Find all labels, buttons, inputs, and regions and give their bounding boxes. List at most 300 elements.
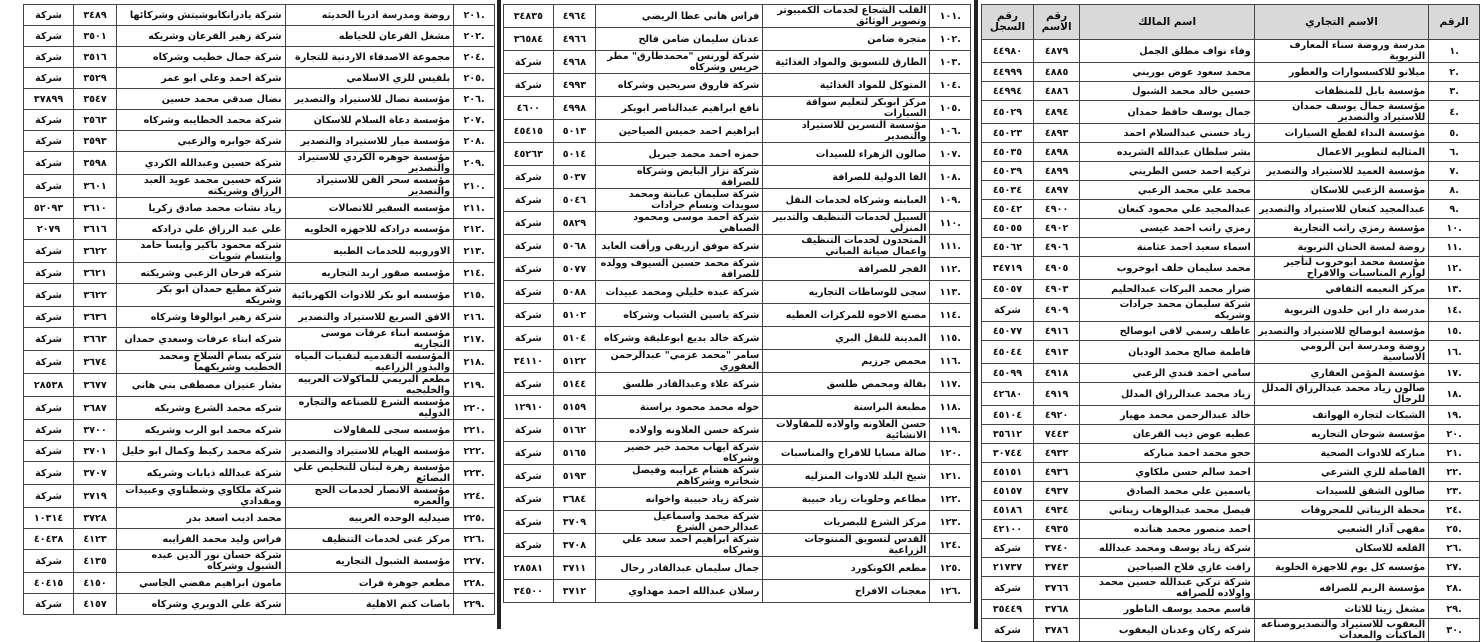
row-number: .٢٠ (1429, 425, 1480, 444)
owner-name: نافع ابراهيم عبدالناصر ابوبكر (596, 97, 763, 120)
name-number: ٣٧١٢ (553, 580, 596, 603)
trade-name: القدس لتسويق المنتوجات الزراعية (763, 534, 930, 557)
name-number: ٥٠١٤ (553, 143, 596, 166)
row-number: .٢٢٠ (454, 397, 495, 420)
row-number: .١٧ (1429, 364, 1480, 383)
registry-number: شركة (24, 441, 74, 462)
name-number: ٥٠٧٧ (553, 258, 596, 281)
trade-name: مؤسسه الهيام للاستيراد والتصدير (285, 441, 454, 462)
registry-number: شركة (24, 420, 74, 441)
row-number: .١١٥ (930, 327, 971, 350)
row-number: .٢٧ (1429, 558, 1480, 577)
owner-name: شركة عبدالله ذيابات وشريكه (116, 462, 285, 485)
table-row (982, 40, 1480, 63)
name-number: ٥٨٢٩ (553, 212, 596, 235)
registry-number: ٤٠٤٣٨ (24, 529, 74, 550)
row-number: .١ (1429, 40, 1480, 63)
table-row (982, 162, 1480, 181)
name-number: ٣٤٨٩ (74, 5, 117, 26)
trade-name: مؤسسة الزعبي للاسكان (1254, 181, 1428, 200)
owner-name: فراس هاني عطا الريضي (596, 5, 763, 28)
trade-name: مؤسسه سجى للمقاولات (285, 420, 454, 441)
registry-number: ٣٤٨٣٥ (504, 5, 554, 28)
row-number: .٣ (1429, 82, 1480, 101)
registry-number: ٢٠٧٩ (24, 219, 74, 240)
row-number: .٣٠ (1429, 619, 1480, 642)
trade-name: مؤسسة رمزي راتب التجارية (1254, 219, 1428, 238)
table-row (504, 281, 971, 304)
table-row (982, 322, 1480, 341)
row-number: .٢٢٦ (454, 529, 495, 550)
header-name-number: رقم الاسم (1033, 5, 1079, 40)
left-panel (23, 4, 495, 629)
owner-name: شركه محمد الشرع وشريكه (116, 397, 285, 420)
registry-number: شركة (504, 442, 554, 465)
registry-number: ٤٥٠٤٤ (982, 341, 1034, 364)
owner-name: شركة زهير ابوالوفا وشركاه (116, 307, 285, 328)
trade-name: مركز ابوبكر لتعليم سواقة السيارات (763, 97, 930, 120)
trade-name: مؤسسة النداء لقطع السيارات (1254, 124, 1428, 143)
owner-name: شركة احمد وعلي ابو عمر (116, 68, 285, 89)
table-row (982, 520, 1480, 539)
registry-number: ٣٥٤٤٩ (982, 600, 1034, 619)
owner-name: شركه ابناء عرفات وسعدي حمدان (116, 328, 285, 351)
owner-name: فراس وليد محمد الفرايبه (116, 529, 285, 550)
table-row (24, 240, 495, 263)
registry-number: ٤٥٠٧٧ (982, 322, 1034, 341)
row-number: .١١٦ (930, 350, 971, 373)
row-number: .٥ (1429, 124, 1480, 143)
row-number: .١٨ (1429, 383, 1480, 406)
registry-number: شركة (24, 5, 74, 26)
name-number: ٣٧٨٦ (1033, 619, 1079, 642)
table-row (24, 441, 495, 462)
row-number: .١٣ (1429, 280, 1480, 299)
row-number: .٢١٨ (454, 351, 495, 374)
table-row (504, 258, 971, 281)
trade-name: مؤسسة شوحان التجاريه (1254, 425, 1428, 444)
registry-number: شركة (504, 511, 554, 534)
row-number: .١٢٦ (930, 580, 971, 603)
owner-name: سامي احمد فندي الزعبي (1080, 364, 1254, 383)
trade-name: مؤسسة دعاة السلام للاسكان (285, 110, 454, 131)
owner-name: شركه فرحان الزعبي وشريكته (116, 263, 285, 284)
name-number: ٥١٠٢ (553, 304, 596, 327)
trade-name: الفجر للصرافة (763, 258, 930, 281)
trade-name: المتوكل للمواد الغذائية (763, 74, 930, 97)
owner-name: بشر سلطان عبدالله الشريده (1080, 143, 1254, 162)
row-number: .٢٠٦ (454, 89, 495, 110)
name-number: ٣٥٤٧ (74, 89, 117, 110)
trade-name: مؤسسه ابو بكر للادوات الكهربائية (285, 284, 454, 307)
owner-name: شركة محمد واسماعيل عبدالرحمن الشرع (596, 511, 763, 534)
owner-name: رافت غازي فلاح الصياحين (1080, 558, 1254, 577)
table-row (982, 219, 1480, 238)
trade-name: الطارق للتسويق والمواد الغذائية (763, 51, 930, 74)
row-number: .٢١٤ (454, 263, 495, 284)
table-row (982, 124, 1480, 143)
trade-name: مؤسسه سحر الفن للاستيراد والتصدير (285, 175, 454, 198)
trade-name: القلب الشجاع لخدمات الكمبيوتر وتصوير الوثائق (763, 5, 930, 28)
registry-number: ٤٤٩٩٩ (982, 63, 1034, 82)
name-number: ٤٩١٣ (1033, 341, 1079, 364)
table-row (982, 299, 1480, 322)
header-trade-name: الاسم التجاري (1254, 5, 1428, 40)
owner-name: وفاء نواف مطلق الجمل (1080, 40, 1254, 63)
owner-name: شركة احمد موسى ومحمود الصباهي (596, 212, 763, 235)
owner-name: اسماء سعيد احمد عثامنة (1080, 238, 1254, 257)
name-number: ٣٥٩٣ (74, 131, 117, 152)
registry-number: شركة (24, 26, 74, 47)
name-number: ٤٩٦٦ (553, 28, 596, 51)
row-number: .٢١١ (454, 198, 495, 219)
trade-name: عبدالمجيد كنعان للاستيراد والتصدير (1254, 200, 1428, 219)
name-number: ٣٥٢٩ (74, 68, 117, 89)
trade-name: مجموعة الاصدقاء الاردنية للتجارة (285, 47, 454, 68)
name-number: ٣٦٦٣ (74, 328, 117, 351)
owner-name: تركيه احمد حسن الطريني (1080, 162, 1254, 181)
row-number: .١١٤ (930, 304, 971, 327)
row-number: .٧ (1429, 162, 1480, 181)
owner-name: مامون ابراهيم مفضي الجاسي (116, 573, 285, 594)
name-number: ٤٨٨٦ (1033, 82, 1079, 101)
registry-number: ٤٠٤١٥ (24, 573, 74, 594)
table-row (982, 501, 1480, 520)
trade-name: صالون الشقق للسيدات (1254, 482, 1428, 501)
owner-name: شركة حسين وعبدالله الكردي (116, 152, 285, 175)
registry-number: شركة (504, 281, 554, 304)
trade-name: مؤسسة الانصار لخدمات الحج والعمره (285, 485, 454, 508)
trade-name: مشغل زيتا للاثاث (1254, 600, 1428, 619)
header-row (982, 5, 1480, 40)
trade-name: مؤسسة بابل للمنظفات (1254, 82, 1428, 101)
trade-name: صالون الزهراء للسيدات (763, 143, 930, 166)
owner-name: عطيه عوض ذيب القرعان (1080, 425, 1254, 444)
table-row (982, 143, 1480, 162)
registry-number: شركة (24, 68, 74, 89)
trade-name: مطعم جوهرة فرات (285, 573, 454, 594)
trade-name: مؤسسه الشرع للصناعه والتجاره الدوليه (285, 397, 454, 420)
column-divider (974, 0, 978, 629)
name-number: ٤٩٦٤ (553, 5, 596, 28)
table-row (504, 212, 971, 235)
registry-number: ٤٥٠٩٩ (982, 364, 1034, 383)
name-number: ٤٨٩٤ (1033, 101, 1079, 124)
table-row (982, 82, 1480, 101)
registry-number: شركة (504, 74, 554, 97)
trade-name: روضة ومدرسة ابن الرومي الاساسية (1254, 341, 1428, 364)
table-row (982, 482, 1480, 501)
row-number: .١٠٥ (930, 97, 971, 120)
name-number: ٤٩٣٦ (1033, 463, 1079, 482)
table-row (24, 47, 495, 68)
owner-name: فاطمة صالح محمد الوديان (1080, 341, 1254, 364)
registry-number: شركة (24, 462, 74, 485)
table-row (982, 341, 1480, 364)
row-number: .٦ (1429, 143, 1480, 162)
registry-number: ١٠٣١٤ (24, 508, 74, 529)
name-number: ٤٩٠٥ (1033, 257, 1079, 280)
name-number: ٤٩٣٢ (1033, 444, 1079, 463)
row-number: .١٠٣ (930, 51, 971, 74)
trade-name: المتحدون لخدمات التنظيف واعمال صيانة المباني (763, 235, 930, 258)
name-number: ٤٨٨٥ (1033, 63, 1079, 82)
table-row (982, 558, 1480, 577)
trade-name: مؤسسه درادكه للاجهزه الخلويه (285, 219, 454, 240)
owner-name: حسين خالد محمد الشبول (1080, 82, 1254, 101)
table-row (24, 397, 495, 420)
trade-name: مدرسة وروضة سناء المعارف التربوية (1254, 40, 1428, 63)
column-divider (497, 0, 501, 629)
owner-name: محمد علي محمد الزعبي (1080, 181, 1254, 200)
table-row (982, 463, 1480, 482)
row-number: .٢٥ (1429, 520, 1480, 539)
registry-number: شركة (24, 351, 74, 374)
table-row (24, 485, 495, 508)
registry-number: شركة (24, 240, 74, 263)
trade-name: مباركه للادوات الصحية (1254, 444, 1428, 463)
name-number: ٣٧٠١ (74, 441, 117, 462)
registry-number: ٤٥٤١٥ (504, 120, 554, 143)
row-number: .١٢٢ (930, 488, 971, 511)
name-number: ٣٧٠٩ (553, 511, 596, 534)
registry-number: ٤٥١٥١ (982, 463, 1034, 482)
trade-name: الفا الدولية للصرافة (763, 166, 930, 189)
table-row (24, 152, 495, 175)
trade-name: صالون زياد محمد عبدالرزاق المدلل للرجال (1254, 383, 1428, 406)
row-number: .٢١٢ (454, 219, 495, 240)
name-number: ٣٥٩٨ (74, 152, 117, 175)
registry-number: ٣٤١١٠ (504, 350, 554, 373)
row-number: .١٠٩ (930, 189, 971, 212)
name-number: ٣٦٣٦ (74, 307, 117, 328)
row-number: .٢١٩ (454, 374, 495, 397)
name-number: ٤٩٩٣ (553, 74, 596, 97)
owner-name: شركة حسان نور الدين عبده الشبول وشركاه (116, 550, 285, 573)
table-row (504, 51, 971, 74)
name-number: ٣٥٠١ (74, 26, 117, 47)
name-number: ٥١٢٢ (553, 350, 596, 373)
trade-name: مؤسسه كل يوم للاجهزة الخلوية (1254, 558, 1428, 577)
owner-name: شركه بسام السلاخ ومحمد الخطيب وشريكهما (116, 351, 285, 374)
registry-number: شركة (24, 47, 74, 68)
name-number: ٤٩٠٩ (1033, 299, 1079, 322)
table-row (24, 110, 495, 131)
owner-name: سامر "محمد عزمي" عبدالرحمن العفوري (596, 350, 763, 373)
row-number: .١٦ (1429, 341, 1480, 364)
registry-number: شركة (504, 189, 554, 212)
registry-number: ٣٦٥٨٤ (504, 28, 554, 51)
table-row (504, 304, 971, 327)
name-number: ٣٦٨٤ (553, 488, 596, 511)
name-number: ٤٩٣٥ (1033, 520, 1079, 539)
owner-name: شركة ابراهيم احمد سعد علي وشركاه (596, 534, 763, 557)
owner-name: شركه محمد ركيط وكمال ابو خليل (116, 441, 285, 462)
table-row (24, 198, 495, 219)
trade-name: مؤسسة ميار للاستيراد والتصدير (285, 131, 454, 152)
row-number: .١٢٤ (930, 534, 971, 557)
row-number: .٢٠٢ (454, 26, 495, 47)
trade-name: مؤسسه السفير للاتصالات (285, 198, 454, 219)
trade-name: محطة الزيناتي للمحروقات (1254, 501, 1428, 520)
name-number: ٣٧٤٠ (1033, 539, 1079, 558)
trade-name: الفاضلة للزي الشرعي (1254, 463, 1428, 482)
trade-name: مؤسسة جمال يوسف حمدان للاستيراد والتصدير (1254, 101, 1428, 124)
row-number: .٢١٦ (454, 307, 495, 328)
left-table (23, 4, 495, 615)
registry-number: شركة (24, 485, 74, 508)
row-number: .٤ (1429, 101, 1480, 124)
owner-name: شركة تركي عبدالله حسين محمد واولاده للصرافه (1080, 577, 1254, 600)
owner-name: محمد سليمان خلف ابوخروب (1080, 257, 1254, 280)
name-number: ٣٧٠٠ (74, 420, 117, 441)
name-number: ٥١٤٤ (553, 373, 596, 396)
row-number: .١٠٦ (930, 120, 971, 143)
name-number: ٣٥٦٣ (74, 110, 117, 131)
registry-number: ٢٨٥٨١ (504, 557, 554, 580)
owner-name: شركة جمال خطيب وشركاه (116, 47, 285, 68)
name-number: ٤١٥٠ (74, 573, 117, 594)
registry-number: شركة (504, 465, 554, 488)
trade-name: مطبعة البراسنة (763, 396, 930, 419)
name-number: ٣٥١٦ (74, 47, 117, 68)
trade-name: مطاعم وحلويات زياد حبيبة (763, 488, 930, 511)
name-number: ٣٧٤٣ (1033, 558, 1079, 577)
table-row (982, 257, 1480, 280)
header-owner-name: اسم المالك (1080, 5, 1254, 40)
registry-number: شركة (504, 373, 554, 396)
owner-name: محمد سعود عوض بوريني (1080, 63, 1254, 82)
table-row (24, 462, 495, 485)
middle-table (503, 4, 971, 603)
trade-name: روضة لمسة الحنان التربوية (1254, 238, 1428, 257)
name-number: ٤٨٩٣ (1033, 124, 1079, 143)
table-row (504, 580, 971, 603)
owner-name: بشار عنيزان مصطفى بني هاني (116, 374, 285, 397)
owner-name: شركة جوابره والزعبي (116, 131, 285, 152)
owner-name: فيصل محمد عبدالوهاب زيناتي (1080, 501, 1254, 520)
registry-number: ٤٢١٠٠ (982, 520, 1034, 539)
row-number: .٢١٥ (454, 284, 495, 307)
trade-name: المثاليه لتطوير الاعمال (1254, 143, 1428, 162)
trade-name: مصنع الاخوه للمركزات العطيه (763, 304, 930, 327)
owner-name: عبدالمجيد علي محمود كنعان (1080, 200, 1254, 219)
name-number: ٤٩٢٠ (1033, 406, 1079, 425)
registry-number: ٢٨٥٣٨ (24, 374, 74, 397)
table-row (24, 131, 495, 152)
trade-name: مؤسسة النسرين للاستيراد والتصدير (763, 120, 930, 143)
registry-number: ٤٥٢٦٣ (504, 143, 554, 166)
registry-number: شركة (24, 110, 74, 131)
registry-number: شركة (504, 419, 554, 442)
registry-number: شركة (24, 175, 74, 198)
row-number: .٢٠٨ (454, 131, 495, 152)
row-number: .٢٠٩ (454, 152, 495, 175)
table-row (24, 263, 495, 284)
header-registry-number: رقم السجل (982, 5, 1034, 40)
row-number: .١١ (1429, 238, 1480, 257)
table-row (24, 219, 495, 240)
registry-number: ٤٥٠٣٩ (982, 162, 1034, 181)
registry-number: شركة (504, 235, 554, 258)
trade-name: صيدليه الوحده العربيه (285, 508, 454, 529)
registry-number: شركة (504, 534, 554, 557)
owner-name: شركة زياد حبيبة واخوانه (596, 488, 763, 511)
owner-name: محمد اديب اسعد بدر (116, 508, 285, 529)
owner-name: شركة خالد بديع ابوعليقة وشركاه (596, 327, 763, 350)
name-number: ٤٩١٩ (1033, 383, 1079, 406)
owner-name: شركة زهير القرعان وشريكه (116, 26, 285, 47)
row-number: .١١٨ (930, 396, 971, 419)
owner-name: شركة ياسين الشياب وشركاه (596, 304, 763, 327)
table-row (24, 68, 495, 89)
table-row (504, 120, 971, 143)
row-number: .٢٢٧ (454, 550, 495, 573)
name-number: ٤٩٠٢ (1033, 219, 1079, 238)
registry-number: شركة (24, 131, 74, 152)
trade-name: الاوروبيه للخدمات الطبيه (285, 240, 454, 263)
owner-name: ابراهيم احمد خميس الصياحين (596, 120, 763, 143)
owner-name: خالد عبدالرحمن محمد مهيار (1080, 406, 1254, 425)
row-number: .٢٢٣ (454, 462, 495, 485)
row-number: .١٠٢ (930, 28, 971, 51)
name-number: ٤١٥٧ (74, 594, 117, 615)
row-number: .١٢ (1429, 257, 1480, 280)
row-number: .٢٢ (1429, 463, 1480, 482)
trade-name: شيخ البلد للادوات المنزليه (763, 465, 930, 488)
trade-name: مؤسسه ابناء عرفات موسى التجاريه (285, 328, 454, 351)
registry-number: ٢١٧٣٧ (982, 558, 1034, 577)
trade-name: مؤسسة العميد للاستيراد والتصدير (1254, 162, 1428, 181)
table-row (982, 364, 1480, 383)
registry-number: شركة (504, 212, 554, 235)
row-number: .٢٠٧ (454, 110, 495, 131)
row-number: .١٠٨ (930, 166, 971, 189)
table-row (504, 327, 971, 350)
name-number: ٣٦٢١ (74, 263, 117, 284)
trade-name: حسن العلاونه واولاده للمقاولات الانشائية (763, 419, 930, 442)
trade-name: صالة مسايا للافراح والمناسبات (763, 442, 930, 465)
name-number: ٥٠١٣ (553, 120, 596, 143)
registry-number: ٣٧٨٩٩ (24, 89, 74, 110)
registry-number: ٥٢٠٩٣ (24, 198, 74, 219)
owner-name: زياد حسني عبدالسلام احمد (1080, 124, 1254, 143)
table-row (24, 550, 495, 573)
trade-name: باصات كتم الاهلية (285, 594, 454, 615)
owner-name: شركة موفق ازريقي ورأفت العابد (596, 235, 763, 258)
table-row (504, 557, 971, 580)
trade-name: العبابنه وشركاه لخدمات النقل (763, 189, 930, 212)
owner-name: زياد نشات محمد صادق زكريا (116, 198, 285, 219)
trade-name: مطعم الكونكورد (763, 557, 930, 580)
table-row (504, 373, 971, 396)
registry-number: ٤٤٩٩٤ (982, 82, 1034, 101)
table-row (24, 175, 495, 198)
trade-name: سجى للوساطات التجاريه (763, 281, 930, 304)
name-number: ٣٦٢٢ (74, 240, 117, 263)
row-number: .٢٠١ (454, 5, 495, 26)
table-row (504, 419, 971, 442)
row-number: .٢٦ (1429, 539, 1480, 558)
owner-name: شركه ركان وعدنان اليعقوب (1080, 619, 1254, 642)
table-row (24, 5, 495, 26)
table-row (504, 189, 971, 212)
registry-number: شركة (504, 51, 554, 74)
registry-number: ٤٥١٨٦ (982, 501, 1034, 520)
table-row (504, 166, 971, 189)
registry-number: ٣٥٦١٢ (982, 425, 1034, 444)
registry-number: شركة (24, 284, 74, 307)
